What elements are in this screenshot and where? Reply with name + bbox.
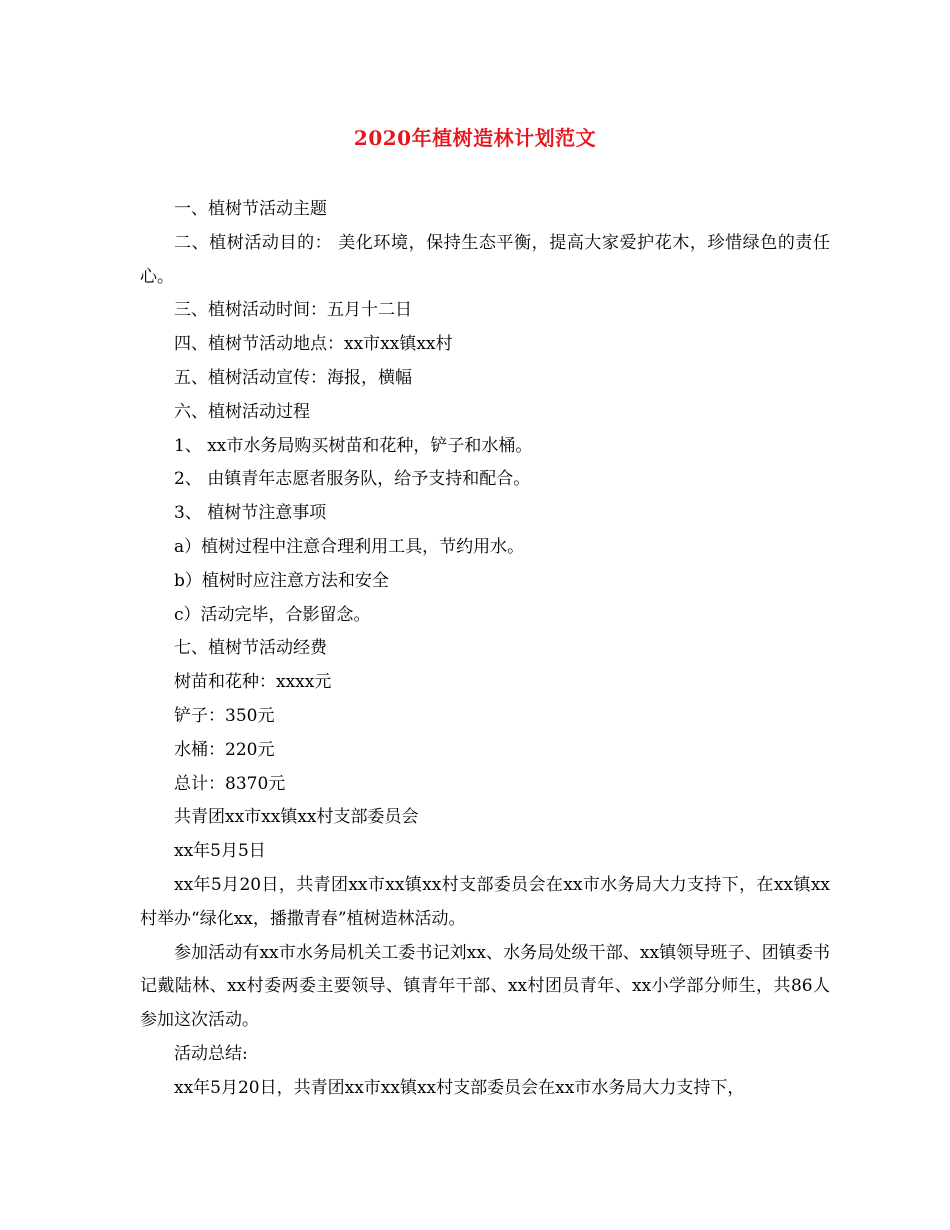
list-item: 2、 由镇青年志愿者服务队，给予支持和配合。 [174,469,531,490]
paragraph: 六、植树活动过程 [174,401,310,422]
budget-line: 水桶：220元 [174,739,275,760]
page-title: 2020年植树造林计划范文 [353,126,597,150]
signature-date: xx年5月5日 [174,841,266,862]
signature-org: 共青团xx市xx镇xx村支部委员会 [174,807,419,828]
list-item: a）植树过程中注意合理利用工具，节约用水。 [174,536,525,557]
list-item: 1、 xx市水务局购买树苗和花种，铲子和水桶。 [174,435,533,456]
list-item: 3、 植树节注意事项 [174,503,327,524]
budget-line: 树苗和花种：xxxx元 [174,672,332,693]
paragraph: 参加活动有xx市水务局机关工委书记刘xx、水务局处级干部、xx镇领导班子、团镇委书记戴陆林、xx村委两委主要领导、镇青年干部、xx村团员青年、xx小学部分师生，共86人参加这次活动。 [140,942,830,1031]
budget-line: 铲子：350元 [174,705,275,726]
section-heading: 活动总结: [174,1043,248,1064]
paragraph: 一、植树节活动主题 [174,199,327,219]
budget-total: 总计：8370元 [174,773,286,794]
paragraph: xx年5月20日，共青团xx市xx镇xx村支部委员会在xx市水务局大力支持下，在xx镇xx村举办“绿化xx，播撒青春”植树造林活动。 [140,874,830,929]
list-item: c）活动完毕，合影留念。 [174,604,371,625]
paragraph: 三、植树活动时间：五月十二日 [174,300,412,321]
paragraph: 二、植树活动目的： 美化环境，保持生态平衡，提高大家爱护花木，珍惜绿色的责任心。 [140,232,830,287]
paragraph: 五、植树活动宣传：海报，横幅 [174,367,412,388]
paragraph: xx年5月20日，共青团xx市xx镇xx村支部委员会在xx市水务局大力支持下， [174,1077,745,1098]
paragraph: 七、植树节活动经费 [174,638,327,659]
document-body [140,193,830,1106]
list-item: b）植树时应注意方法和安全 [174,570,389,591]
paragraph: 四、植树节活动地点：xx市xx镇xx村 [174,334,453,355]
